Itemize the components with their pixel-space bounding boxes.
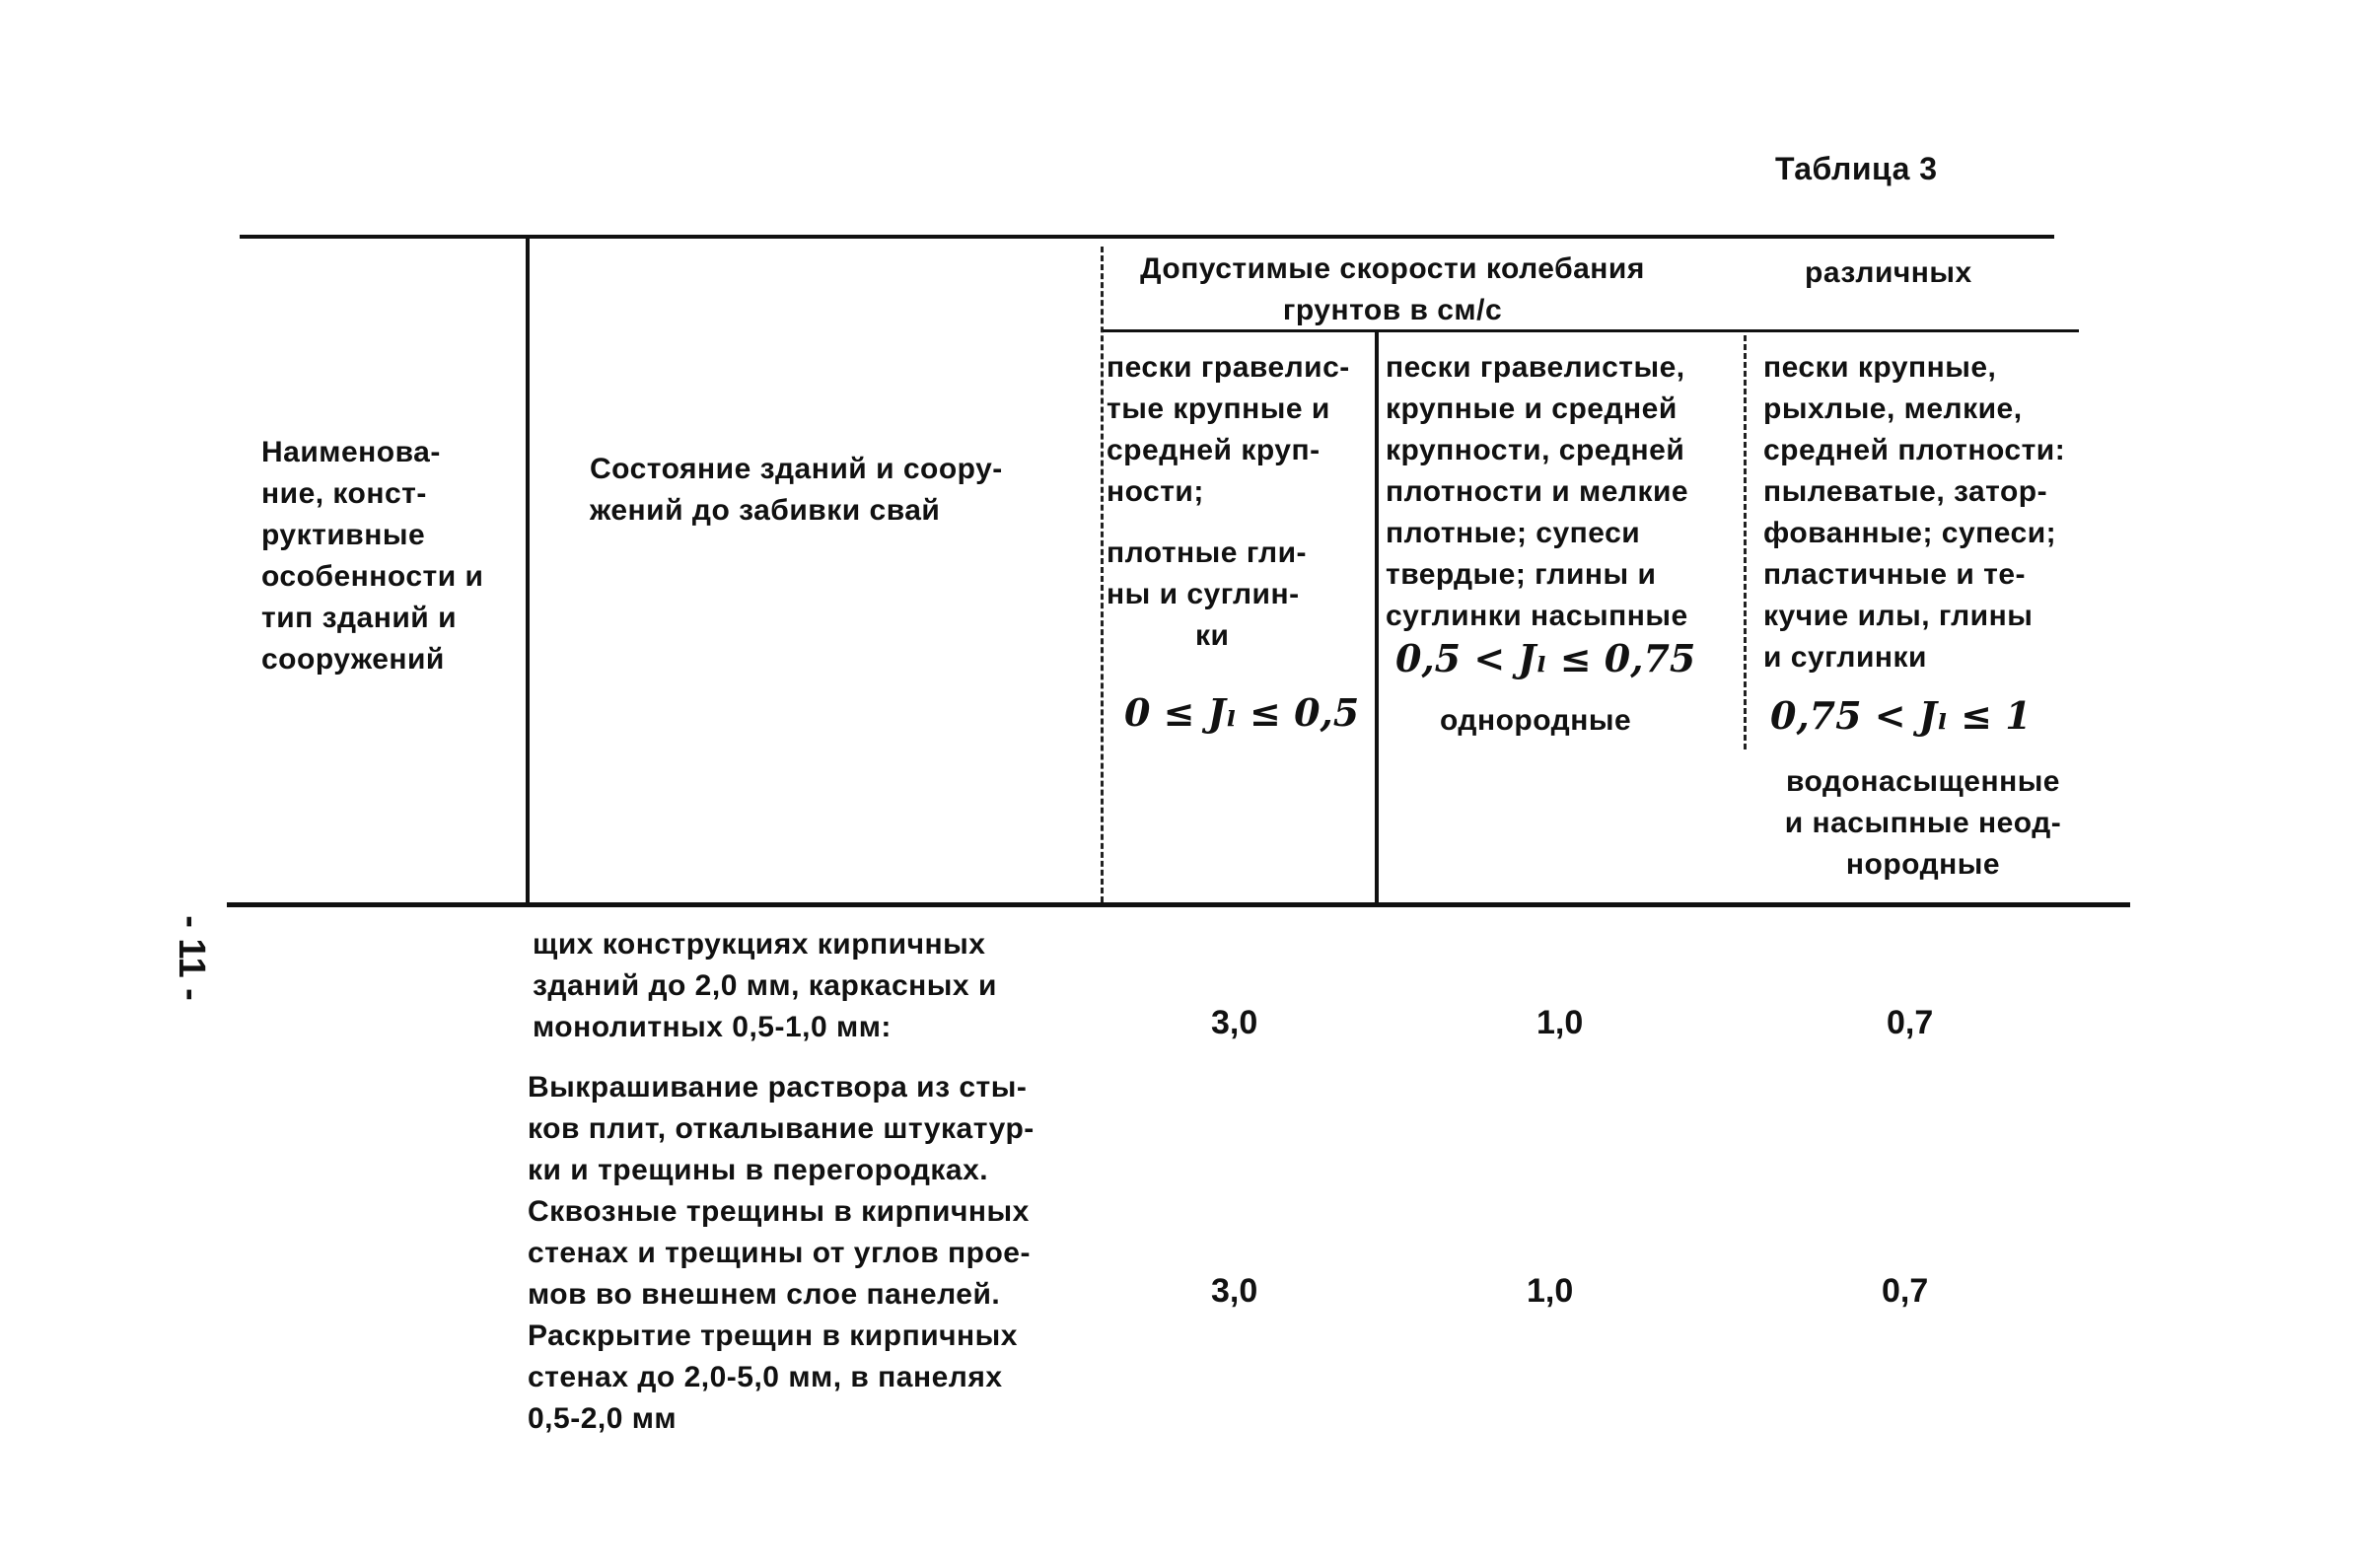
- row-1-value-2: 1,0: [1536, 1004, 1584, 1041]
- table-top-rule: [240, 235, 2054, 239]
- col-divider-3: [1375, 330, 1379, 902]
- row-1-value-1: 3,0: [1211, 1004, 1258, 1041]
- col-divider-4: [1744, 335, 1747, 749]
- header-sub3: пески крупные, рыхлые, мелкие, средней плотности: пылеватые, затор- фованные; супеси; пластичные и те- кучие илы, глины и суглинки: [1763, 351, 2066, 674]
- sub3-formula: 0,75 < Jₗ ≤ 1: [1770, 693, 2032, 738]
- sub2-formula: 0,5 < Jₗ ≤ 0,75: [1395, 636, 1696, 680]
- header-sub1b: плотные гли- ны и суглин- ки: [1107, 536, 1308, 652]
- row-2-value-2: 1,0: [1527, 1272, 1574, 1310]
- row-2-text: Выкрашивание раствора из сты- ков плит, откалывание штукатур- ки и трещины в перегородках. Сквозные трещины в кирпичных стенах и трещины от углов прое- мов во внешнем слое панелей. Раскрытие трещин в кирпичных стенах до 2,0-5,0 мм, в панелях 0,5-2,0 мм: [528, 1071, 1035, 1435]
- row-2-value-1: 3,0: [1211, 1272, 1258, 1310]
- header-col-state: Состояние зданий и соору- жений до забивки свай: [590, 453, 1003, 527]
- header-col-name: Наименова- ние, конст- руктивные особенности и тип зданий и сооружений: [261, 436, 484, 676]
- header-group-right: различных: [1805, 256, 1972, 289]
- sub1-formula: 0 ≤ Jₗ ≤ 0,5: [1124, 690, 1360, 735]
- row-2-value-3: 0,7: [1882, 1272, 1929, 1310]
- row-1-value-3: 0,7: [1887, 1004, 1934, 1041]
- header-sub2: пески гравелистые, крупные и средней крупности, средней плотности и мелкие плотные; супеси твердые; глины и суглинки насыпные: [1386, 351, 1689, 632]
- header-sub1: пески гравелис- тые крупные и средней круп- ности;: [1107, 351, 1350, 508]
- header-bottom-rule: [227, 902, 2130, 907]
- table-title: Таблица 3: [1775, 151, 1938, 186]
- row-1-text: щих конструкциях кирпичных зданий до 2,0 мм, каркасных и монолитных 0,5-1,0 мм:: [533, 928, 997, 1043]
- sub3-tail: водонасыщенные и насыпные неод- нородные: [1784, 765, 2062, 881]
- page-number: - 11 -: [170, 915, 212, 1001]
- header-group: Допустимые скорости колебания грунтов в см/с: [1140, 252, 1645, 326]
- sub2-tail: однородные: [1440, 704, 1632, 737]
- col-divider-2: [1101, 247, 1104, 902]
- col-divider-1: [526, 237, 530, 902]
